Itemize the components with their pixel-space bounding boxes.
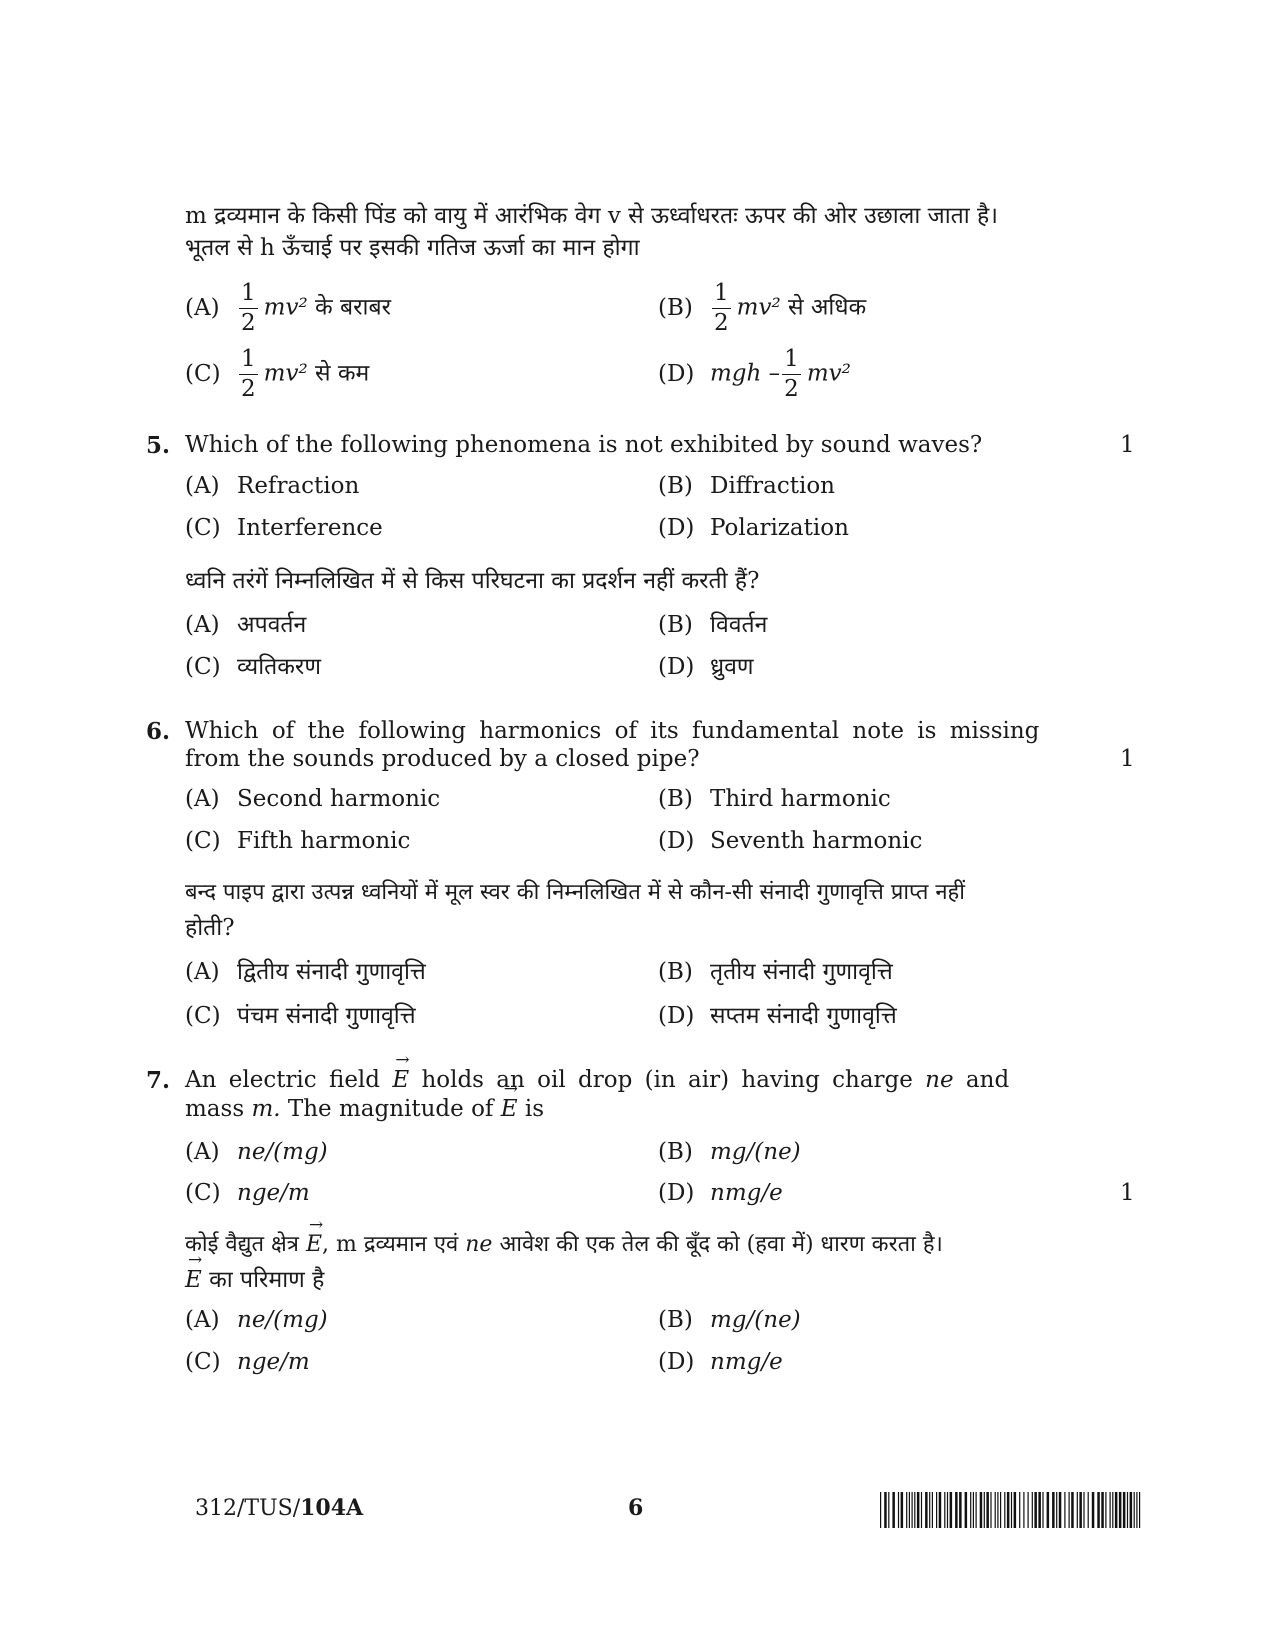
- q5-hindi-option-d: [658, 649, 754, 681]
- q7-option-d: [658, 1180, 783, 1206]
- option-label: (D): [658, 515, 695, 541]
- option-label: (A): [185, 473, 220, 499]
- option-text: विवर्तन: [710, 612, 768, 638]
- e-vector: → E: [306, 1232, 322, 1257]
- option-label: (C): [185, 828, 221, 854]
- option-text: सप्तम संनादी गुणावृत्ति: [710, 1003, 897, 1029]
- q4-hindi-line2: भूतल से h ऊँचाई पर इसकी गतिज ऊर्जा का मान होगा: [185, 235, 640, 261]
- q4-hindi-line1: m द्रव्यमान के किसी पिंड को वायु में आरंभिक वेग v से ऊर्ध्वाधरतः ऊपर की ओर उछाला जाता है।: [185, 203, 998, 229]
- q6-question-line1: Which of the following harmonics of its fundamental note is missing: [185, 718, 1040, 744]
- option-text: nge/m: [237, 1180, 310, 1206]
- q7-hindi-line1: [185, 1228, 943, 1258]
- fraction-numerator: 1: [712, 282, 731, 309]
- fraction-denominator: 2: [784, 376, 799, 402]
- option-text: से अधिक: [787, 294, 867, 321]
- q7-text: mass: [185, 1096, 245, 1122]
- fraction-numerator: 1: [782, 348, 801, 375]
- option-text: के बराबर: [314, 294, 391, 321]
- option-text: Second harmonic: [237, 786, 441, 812]
- option-text: द्वितीय संनादी गुणावृत्ति: [237, 959, 426, 985]
- q7-text: holds an oil drop (in air) having charge: [421, 1067, 913, 1093]
- q6-question-hindi-line2: होती?: [185, 915, 235, 941]
- q5-option-b: [658, 473, 835, 499]
- fraction-denominator: 2: [714, 310, 729, 336]
- q6-option-d: [658, 828, 922, 854]
- option-text: mg/(ne): [710, 1139, 801, 1165]
- q6-hindi-option-b: [658, 954, 893, 986]
- e-vector: → E: [501, 1096, 518, 1122]
- q7-option-a: [185, 1139, 328, 1165]
- option-label: (A): [185, 1139, 220, 1165]
- option-text: ne/(mg): [237, 1139, 328, 1165]
- paper-code: [195, 1495, 363, 1521]
- q6-hindi-option-d: [658, 998, 897, 1030]
- option-label: (B): [658, 1307, 693, 1333]
- q7-text: An electric field: [185, 1067, 381, 1093]
- option-label: (B): [658, 786, 693, 812]
- q6-question-line2: from the sounds produced by a closed pipe?: [185, 746, 700, 772]
- q5-number: 5.: [146, 432, 171, 459]
- q6-hindi-option-a: [185, 954, 426, 986]
- fraction: [782, 348, 801, 401]
- q7-option-b: [658, 1139, 801, 1165]
- q6-option-a: [185, 786, 440, 812]
- option-text: Seventh harmonic: [710, 828, 923, 854]
- q4-option-b: [658, 282, 866, 335]
- q7-option-c: [185, 1180, 310, 1206]
- option-text: पंचम संनादी गुणावृत्ति: [237, 1003, 416, 1029]
- option-label: (B): [658, 473, 693, 499]
- option-label: (D): [658, 1349, 695, 1375]
- option-label: (A): [185, 294, 220, 321]
- q4-option-a: [185, 282, 391, 335]
- q7-ne: ne: [925, 1067, 954, 1093]
- q4-option-c: [185, 348, 369, 401]
- option-label: (C): [185, 1349, 221, 1375]
- q7-number: 7.: [146, 1067, 171, 1094]
- option-text: nmg/e: [710, 1349, 783, 1375]
- option-text: Third harmonic: [710, 786, 891, 812]
- option-text: Diffraction: [710, 473, 835, 499]
- option-text: ne/(mg): [237, 1307, 328, 1333]
- option-label: (D): [658, 1180, 695, 1206]
- q7-hindi-text: आवेश की एक तेल की बूँद को (हवा में) धारण करता है।: [499, 1232, 943, 1257]
- q4-option-d: [658, 348, 851, 401]
- q7-hindi-option-b: [658, 1307, 801, 1333]
- q7-marks: 1: [1120, 1180, 1135, 1206]
- option-text: से कम: [314, 360, 370, 387]
- option-text: तृतीय संनादी गुणावृत्ति: [710, 959, 893, 985]
- option-label: (A): [185, 959, 220, 985]
- q6-hindi-option-c: [185, 998, 416, 1030]
- option-label: (B): [658, 294, 693, 321]
- e-vector: → E: [185, 1267, 202, 1293]
- q5-hindi-option-c: [185, 649, 321, 681]
- q7-text: The magnitude of: [287, 1096, 494, 1122]
- option-label: (A): [185, 1307, 220, 1333]
- option-text: mgh –: [710, 360, 781, 387]
- option-text: अपवर्तन: [237, 612, 307, 638]
- q5-question: Which of the following phenomena is not exhibited by sound waves?: [185, 432, 983, 458]
- q5-option-c: [185, 515, 383, 541]
- option-text: nmg/e: [710, 1180, 783, 1206]
- page-number: 6: [628, 1495, 644, 1521]
- option-label: (A): [185, 612, 220, 638]
- option-text: व्यतिकरण: [237, 654, 321, 680]
- option-label: (A): [185, 786, 220, 812]
- q7-hindi-text: का परिमाण है: [209, 1267, 325, 1293]
- q7-text: is: [524, 1096, 545, 1122]
- q6-question-hindi-line1: बन्द पाइप द्वारा उत्पन्न ध्वनियों में मूल स्वर की निम्नलिखित में से कौन-सी संनादी गुणावृत्ति प्राप्त नहीं: [185, 880, 965, 905]
- option-label: (D): [658, 828, 695, 854]
- q5-hindi-option-a: [185, 607, 306, 639]
- q7-m: m.: [251, 1096, 281, 1122]
- fraction-denominator: 2: [241, 310, 256, 336]
- q6-option-c: [185, 828, 410, 854]
- q6-option-b: [658, 786, 891, 812]
- q7-hindi-text: कोई वैद्युत क्षेत्र: [185, 1232, 299, 1257]
- q7-hindi-option-c: [185, 1349, 310, 1375]
- mv2: mv²: [263, 294, 308, 321]
- q6-number: 6.: [146, 718, 171, 745]
- option-label: (B): [658, 959, 693, 985]
- fraction: [239, 348, 258, 401]
- option-label: (C): [185, 515, 221, 541]
- fraction-numerator: 1: [239, 348, 258, 375]
- q7-question-line1: [185, 1067, 1009, 1093]
- fraction-denominator: 2: [241, 376, 256, 402]
- q5-option-d: [658, 515, 849, 541]
- option-text: nge/m: [237, 1349, 310, 1375]
- option-label: (B): [658, 1139, 693, 1165]
- option-text: mg/(ne): [710, 1307, 801, 1333]
- fraction: [712, 282, 731, 335]
- mv2: mv²: [736, 294, 781, 321]
- q5-marks: 1: [1120, 432, 1135, 458]
- q7-hindi-option-a: [185, 1307, 328, 1333]
- option-label: (C): [185, 360, 221, 387]
- e-vector: → E: [392, 1067, 409, 1093]
- option-label: (D): [658, 654, 695, 680]
- q5-option-a: [185, 473, 359, 499]
- barcode-icon: [880, 1492, 1142, 1528]
- q7-hindi-option-d: [658, 1349, 783, 1375]
- q7-hindi-text: , m द्रव्यमान एवं: [322, 1232, 459, 1257]
- option-text: Polarization: [710, 515, 849, 541]
- q5-hindi-option-b: [658, 607, 767, 639]
- option-label: (D): [658, 1003, 695, 1029]
- q6-marks: 1: [1120, 746, 1135, 772]
- paper-code-prefix: 312/TUS/: [195, 1496, 301, 1521]
- fraction-numerator: 1: [239, 282, 258, 309]
- q7-text: and: [965, 1067, 1010, 1093]
- q5-question-hindi: ध्वनि तरंगें निम्नलिखित में से किस परिघटना का प्रदर्शन नहीं करती हैं?: [185, 568, 760, 594]
- paper-code-suffix: 104A: [300, 1495, 364, 1521]
- option-text: ध्रुवण: [710, 654, 754, 680]
- option-text: Refraction: [237, 473, 360, 499]
- mv2: mv²: [263, 360, 308, 387]
- option-label: (C): [185, 1180, 221, 1206]
- q7-ne: ne: [465, 1232, 493, 1257]
- option-label: (C): [185, 654, 221, 680]
- option-label: (B): [658, 612, 693, 638]
- mv2: mv²: [806, 360, 851, 387]
- q7-hindi-line2: [185, 1262, 324, 1294]
- option-text: Interference: [237, 515, 383, 541]
- option-label: (D): [658, 360, 695, 387]
- option-text: Fifth harmonic: [237, 828, 411, 854]
- q7-question-line2: [185, 1096, 544, 1122]
- option-label: (C): [185, 1003, 221, 1029]
- fraction: [239, 282, 258, 335]
